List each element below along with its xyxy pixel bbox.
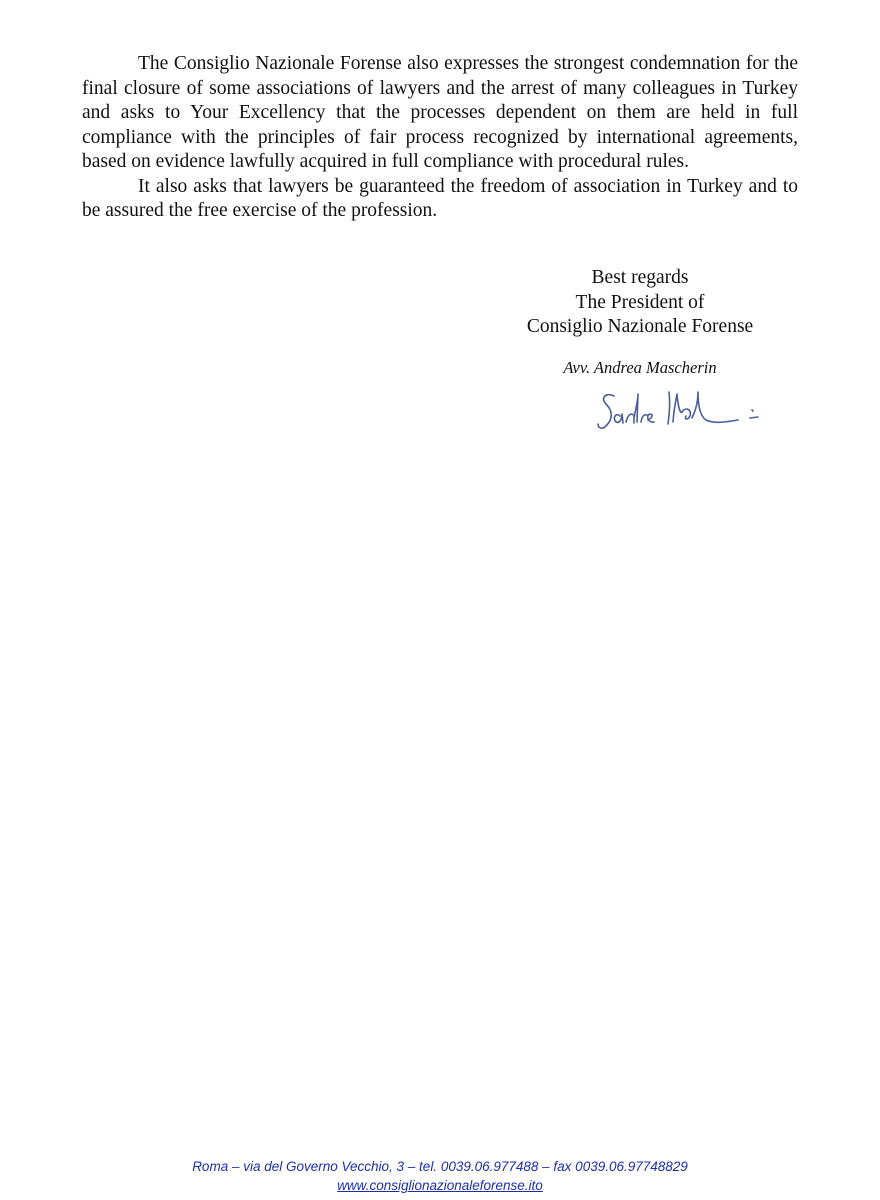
- paragraph-condemnation: The Consiglio Nazionale Forense also expresses the strongest condemnation for the final closure of some associations of lawyers and the arrest of many colleagues in Turkey and asks to Your Excellency that the processes dependent on them are held in full compliance with the principles of fair process recognized by international agreements, based on evidence lawfully acquired in full compliance with procedural rules.: [82, 53, 798, 172]
- closing-greeting: Best regards: [591, 267, 689, 288]
- footer-address: Roma – via del Governo Vecchio, 3 – tel. 0039.06.977488 – fax 0039.06.97748829: [192, 1159, 688, 1174]
- footer-website-link[interactable]: www.consiglionazionaleforense.ito: [337, 1178, 543, 1193]
- handwritten-signature: [592, 382, 772, 442]
- paragraph-freedom-of-association: It also asks that lawyers be guaranteed the freedom of association in Turkey and to be assured the free exercise of the profession.: [82, 175, 798, 221]
- closing-block: [480, 266, 800, 340]
- letterhead-footer: [0, 1157, 880, 1195]
- signer-name: Avv. Andrea Mascherin: [563, 358, 717, 377]
- letter-body: [82, 52, 798, 224]
- closing-title-line: The President of: [575, 291, 705, 313]
- closing-organization: Consiglio Nazionale Forense: [526, 316, 754, 337]
